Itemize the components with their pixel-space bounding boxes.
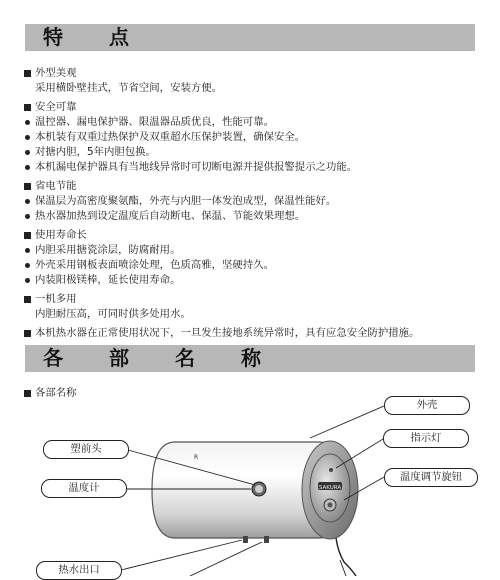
- label-plastic-head: 塑前头: [43, 440, 129, 459]
- svg-text:R: R: [194, 454, 199, 461]
- feature-heading: 外型美观: [24, 66, 494, 81]
- feature-heading: 省电节能: [24, 179, 494, 194]
- feature-bullet: 本机装有双重过热保护及双重超水压保护装置，确保安全。: [24, 130, 494, 145]
- label-thermometer: 温度计: [41, 479, 127, 498]
- feature-bullet: 保温层为高密度聚氨酯，外壳与内胆一体发泡成型，保温性能好。: [24, 194, 494, 209]
- heater-body: [152, 441, 358, 576]
- feature-heading: 使用寿命长: [24, 228, 494, 243]
- label-indicator-light: 指示灯: [383, 429, 469, 448]
- label-shell: 外壳: [384, 396, 470, 415]
- safety-note: 本机热水器在正常使用状况下，一旦发生接地系统异常时，具有应急安全防护措施。: [24, 326, 494, 341]
- feature-heading: 安全可靠: [24, 100, 494, 115]
- power-cord: [336, 538, 356, 576]
- feature-bullet: 本机漏电保护器具有当地线异常时可切断电源并提供报警提示之功能。: [24, 160, 494, 175]
- feature-bullet: 热水器加热到设定温度后自动断电、保温、节能效果理想。: [24, 209, 494, 224]
- feature-bullet: 内装阳极镁棒，延长使用寿命。: [24, 273, 494, 288]
- feature-bullet: 温控器、漏电保护器、限温器品质优良，性能可靠。: [24, 115, 494, 130]
- feature-heading: 一机多用: [24, 292, 494, 307]
- features-title: 特 点: [43, 25, 142, 49]
- label-hot-water-outlet: 热水出口: [36, 561, 122, 580]
- feature-bullet: 对搪内胆，5年内胆包换。: [24, 145, 494, 160]
- brand-logo: SAKURA: [318, 485, 342, 491]
- label-temperature-knob: 温度调节旋钮: [384, 468, 478, 487]
- feature-bullet: 外壳采用钢板表面喷涂处理，色质高雅，坚硬持久。: [24, 258, 494, 273]
- parts-heading: 各部名称: [24, 386, 77, 400]
- parts-title: 各 部 名 称: [43, 346, 274, 370]
- feature-subtext: 内胆耐压高，可同时供多处用水。: [35, 308, 191, 320]
- feature-subtext: 采用横卧壁挂式，节省空间，安装方便。: [35, 82, 223, 94]
- indicator-light-icon: [329, 468, 333, 472]
- feature-bullet: 内胆采用搪瓷涂层，防腐耐用。: [24, 243, 494, 258]
